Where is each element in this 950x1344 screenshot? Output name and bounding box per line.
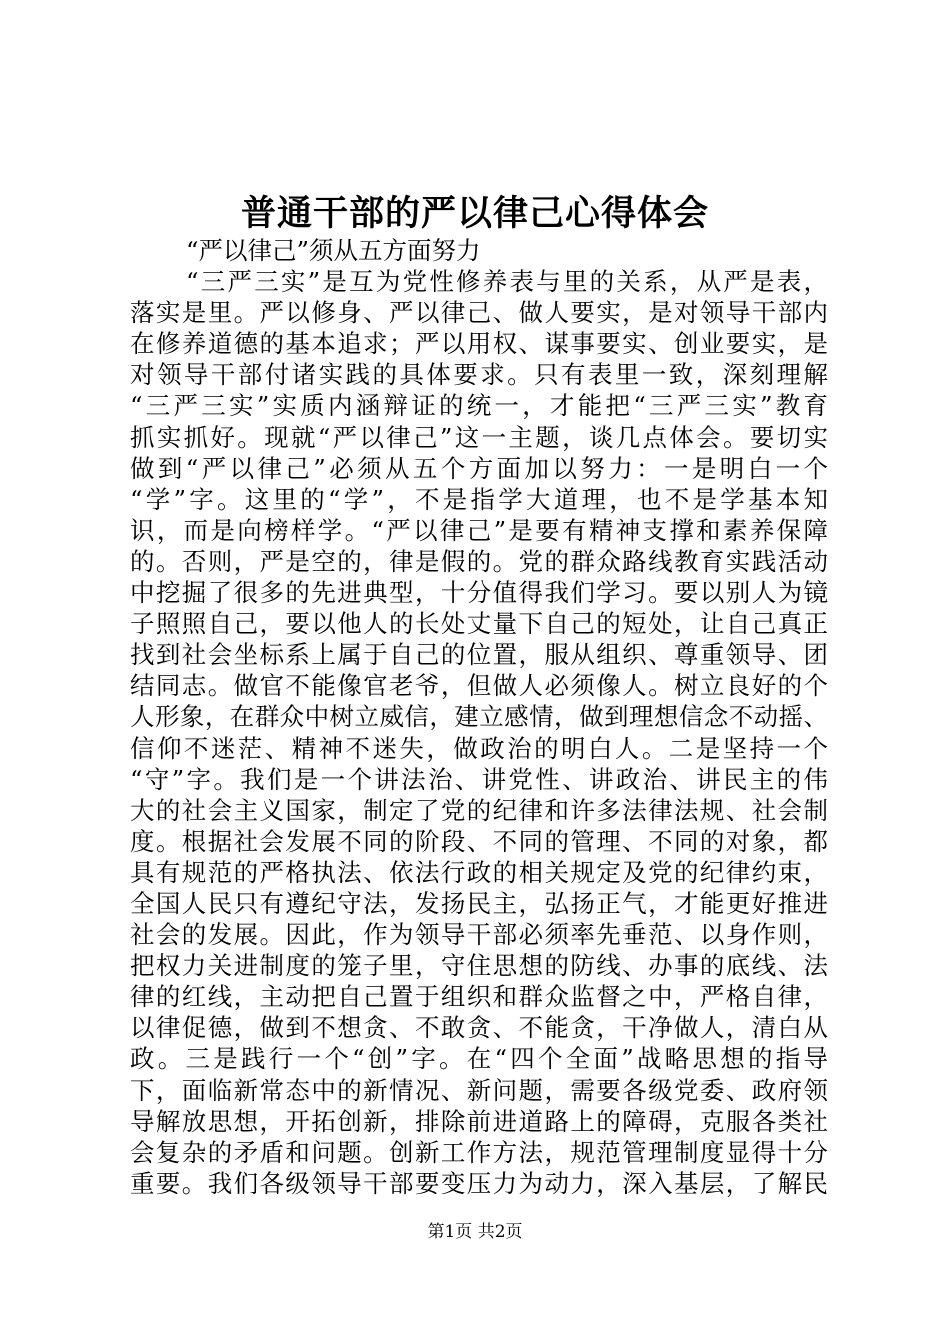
paragraph-line: 导解放思想，开拓创新，排除前进道路上的障碍，克服各类社	[130, 1106, 828, 1136]
paragraph-line: 社会的发展。因此，作为领导干部必须率先垂范、以身作则，	[130, 920, 828, 950]
paragraph-line: 把权力关进制度的笼子里，守住思想的防线、办事的底线、法	[130, 951, 828, 981]
paragraph-line: 找到社会坐标系上属于自己的位置，服从组织、尊重领导、团	[130, 640, 828, 670]
page-footer: 第1页 共2页	[427, 1222, 523, 1242]
paragraph-line: 结同志。做官不能像官老爷，但做人必须像人。树立良好的个	[130, 671, 828, 701]
paragraph-line: 中挖掘了很多的先进典型，十分值得我们学习。要以别人为镜	[130, 578, 828, 608]
paragraph-line: 重要。我们各级领导干部要变压力为动力，深入基层，了解民	[130, 1168, 828, 1198]
paragraph-line: 律的红线，主动把自己置于组织和群众监督之中，严格自律，	[130, 982, 828, 1012]
paragraph-line: “三严三实”实质内涵辩证的统一，才能把“三严三实”教育	[130, 391, 828, 421]
paragraph-line: 人形象，在群众中树立威信，建立感情，做到理想信念不动摇、	[130, 702, 828, 732]
subheading: “严以律己”须从五方面努力	[186, 236, 481, 265]
paragraph-line: 大的社会主义国家，制定了党的纪律和许多法律法规、社会制	[130, 795, 828, 825]
paragraph-line: 会复杂的矛盾和问题。创新工作方法，规范管理制度显得十分	[130, 1137, 828, 1167]
paragraph-line: “三严三实”是互为党性修养表与里的关系，从严是表，	[186, 267, 828, 297]
paragraph-line: 度。根据社会发展不同的阶段、不同的管理、不同的对象，都	[130, 826, 828, 856]
paragraph-line: 政。三是践行一个“创”字。在“四个全面”战略思想的指导	[130, 1044, 828, 1074]
paragraph-line: 具有规范的严格执法、依法行政的相关规定及党的纪律约束，	[130, 857, 828, 887]
paragraph-line: 信仰不迷茫、精神不迷失，做政治的明白人。二是坚持一个	[130, 733, 828, 763]
paragraph-line: 全国人民只有遵纪守法，发扬民主，弘扬正气，才能更好推进	[130, 888, 828, 918]
paragraph-line: 落实是里。严以修身、严以律己、做人要实，是对领导干部内	[130, 298, 828, 328]
document-body	[130, 235, 828, 1199]
paragraph-line: 子照照自己，要以他人的长处丈量下自己的短处，让自己真正	[130, 609, 828, 639]
paragraph-line: “学”字。这里的“学”，不是指学大道理，也不是学基本知	[130, 484, 828, 514]
paragraph-line: “守”字。我们是一个讲法治、讲党性、讲政治、讲民主的伟	[130, 764, 828, 794]
paragraph-line: 识，而是向榜样学。“严以律己”是要有精神支撑和素养保障	[130, 515, 828, 545]
paragraph-line: 抓实抓好。现就“严以律己”这一主题，谈几点体会。要切实	[130, 422, 828, 452]
paragraph-line: 对领导干部付诸实践的具体要求。只有表里一致，深刻理解	[130, 360, 828, 390]
paragraph-line: 以律促德，做到不想贪、不敢贪、不能贪，干净做人，清白从	[130, 1013, 828, 1043]
paragraph-line: 的。否则，严是空的，律是假的。党的群众路线教育实践活动	[130, 546, 828, 576]
paragraph-line: 下，面临新常态中的新情况、新问题，需要各级党委、政府领	[130, 1075, 828, 1105]
paragraph-line: 做到“严以律己”必须从五个方面加以努力：一是明白一个	[130, 453, 828, 483]
page-title: 普通干部的严以律己心得体会	[240, 193, 709, 234]
paragraph-line: 在修养道德的基本追求；严以用权、谋事要实、创业要实，是	[130, 329, 828, 359]
